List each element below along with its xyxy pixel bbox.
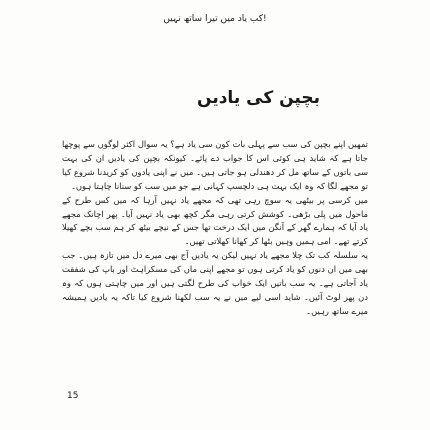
paragraph: میں کرسی پر بیٹھی یہ سوچ رہی تھی کہ مجھے یاد نہیں آرہا کہ میں کس طرح کے ماحول میں پلی بڑھی۔ کوشش کرتی رہی مگر کچھ بھی یاد نہیں آیا۔ پھر اچانک مجھے یاد آیا کہ ہمارے گھر کے آنگن میں ایک درخت تھا جس کے نیچے بیٹھ کر ہم سب بچے کھیلا کرتے تھے۔ امی ہمیں وہیں بٹھا کر کھانا کھلاتی تھیں۔ <box>62 194 368 247</box>
body-text <box>62 138 368 319</box>
paragraph: تمھیں اپنے بچپن کی سب سے پہلی بات کون سی یاد ہے؟ یہ سوال اکثر لوگوں سے پوچھا جاتا ہے کہ شاید ہی کوئی اس کا جواب دے پائے۔ کیونکہ بچپن کی یادیں ان کی بہت سی باتوں کے ساتھ مل کر دھندلی ہو جاتی ہیں۔ میں نے اپنی یادوں کو کریدنا شروع کیا تو مجھے لگا کہ وہ ایک بہت ہی دلچسپ کہانی ہے جو میں سب کو سنانا چاہتا ہوں۔ <box>62 139 368 191</box>
paragraph: یہ سلسلہ کب تک چلا مجھے یاد نہیں لیکن یہ یادیں آج بھی میرے دل میں تازہ ہیں۔ جب بھی میں ان دنوں کو یاد کرتی ہوں تو مجھے اپنی ماں کی مسکراہٹ اور باپ کی شفقت یاد آجاتی ہے۔ یہ سب باتیں ایک خواب کی طرح لگتی ہیں اور میں چاہتی ہوں کہ وہ دن پھر لوٹ آئیں۔ شاید اسی لیے میں نے یہ سب لکھنا شروع کیا تاکہ یہ یادیں ہمیشہ میرے ساتھ رہیں۔ <box>62 250 368 316</box>
chapter-title: بچپن کی یادیں <box>197 88 320 108</box>
running-head: کب یاد میں تیرا ساتھ نہیں! <box>163 14 267 24</box>
page-number: 15 <box>67 391 79 401</box>
